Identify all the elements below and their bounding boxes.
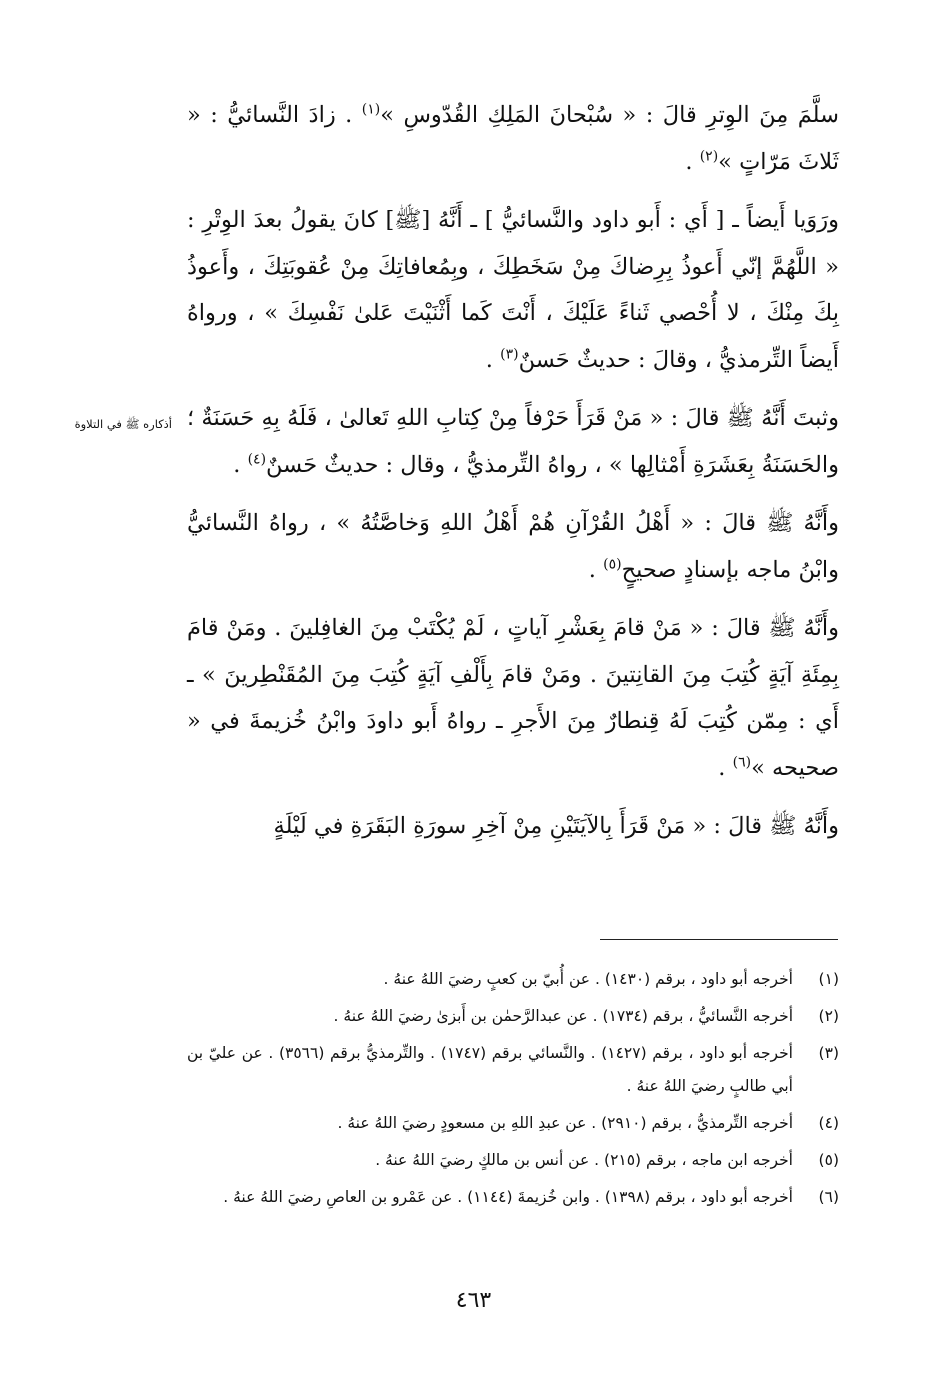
footnote-ref: (١)	[361, 101, 381, 118]
footnote-text: أخرجه أبو داود ، برقم (١٤٢٧) . والنَّسائي برقم (١٧٤٧) . والتِّرمذيُّ برقم (٣٥٦٦) . عن عليّ بن أبي طالبٍ رضيَ اللهُ عنهُ .	[187, 1044, 793, 1095]
footnote-number: (٦)	[818, 1188, 839, 1206]
footnote-text: أخرجه ابن ماجه ، برقم (٢١٥) . عن أنس بن مالكٍ رضيَ اللهُ عنهُ .	[375, 1151, 793, 1169]
paragraph	[187, 500, 839, 593]
paragraph-text: وأَنَّهُ ﷺ قالَ : « مَنْ قَرَأَ بِالآيَتَيْنِ مِنْ آخِرِ سورَةِ البَقَرَةِ في لَيْلَةٍ	[273, 813, 839, 839]
footnote-separator	[600, 939, 838, 940]
paragraph-text: سلَّمَ مِنَ الوِترِ قالَ : « سُبْحانَ المَلِكِ القُدّوسِ »	[380, 102, 839, 128]
footnote-ref: (٢)	[699, 148, 719, 164]
footnote	[187, 1181, 839, 1214]
paragraph	[187, 197, 839, 383]
paragraph-tail: . زادَ النَّسائيُّ : « ثَلاثَ مَرّاتٍ »	[187, 102, 839, 175]
paragraph-text: وثبتَ أَنَّهُ ﷺ قالَ : « مَنْ قَرَأَ حَرْفاً مِنْ كِتابِ اللهِ تَعالىٰ ، فَلَهُ بِهِ حَسَنَةٌ ؛ والحَسَنَةُ بِعَشَرَةِ أَمْثالِها » ، رواهُ التِّرمذيُّ ، وقال : حديثٌ حَسنٌ	[187, 405, 839, 478]
paragraph-tail: .	[685, 148, 700, 175]
footnote-number: (٥)	[818, 1151, 839, 1169]
paragraph-tail: .	[718, 754, 733, 781]
paragraph	[187, 803, 839, 850]
paragraph-text: وأَنَّهُ ﷺ قالَ : « أَهْلُ القُرْآنِ هُمْ أَهْلُ اللهِ وَخاصَّتُهُ » ، رواهُ النَّسائيُّ وابْنُ ماجه بإسنادٍ صحيحٍ	[187, 510, 839, 583]
footnote-text: أخرجه النَّسائيُّ ، برقم (١٧٣٤) . عن عبدالرَّحمٰن بن أَبزىٰ رضيَ اللهُ عنهُ .	[333, 1007, 793, 1025]
footnote-number: (١)	[818, 970, 839, 988]
footnote-text: أخرجه أبو داود ، برقم (١٤٣٠) . عن أُبيّ بن كعبٍ رضيَ اللهُ عنهُ .	[383, 970, 793, 988]
paragraph-tail: .	[588, 556, 604, 583]
main-text	[187, 92, 839, 862]
footnote	[187, 1107, 839, 1140]
footnote	[187, 963, 839, 996]
footnote	[187, 1037, 839, 1103]
footnote-ref: (٦)	[732, 754, 752, 770]
footnote-text: أخرجه التِّرمذيُّ ، برقم (٢٩١٠) . عن عبدِ اللهِ بن مسعودٍ رضيَ اللهُ عنهُ .	[337, 1114, 793, 1132]
paragraph-tail: .	[233, 451, 248, 478]
footnote	[187, 1000, 839, 1033]
footnote-ref: (٤)	[247, 451, 267, 467]
footnote-number: (٢)	[818, 1007, 839, 1025]
paragraph-text: ورَوَيا أَيضاً ـ [ أَي : أَبو داود والنَّسائيُّ ] ـ أَنَّهُ [ﷺ] كانَ يقولُ بعدَ الوِتْرِ : « اللَّهُمَّ إنّي أَعوذُ بِرِضاكَ مِنْ سَخَطِكَ ، وبِمُعافاتِكَ مِنْ عُقوبَتِكَ ، وأَعوذُ بِكَ مِنْكَ ، لا أُحْصي ثَناءً عَلَيْكَ ، أَنْتَ كَما أَثْنَيْتَ عَلىٰ نَفْسِكَ » ، ورواهُ أَيضاً التِّرمذيُّ ، وقالَ : حديثٌ حَسنٌ	[187, 207, 839, 373]
footnote-ref: (٥)	[603, 556, 622, 572]
margin-note: أذكاره ﷺ في التلاوة	[74, 417, 172, 431]
paragraph	[187, 92, 839, 185]
footnotes	[187, 963, 839, 1218]
paragraph	[187, 395, 839, 488]
footnote-number: (٣)	[818, 1044, 839, 1062]
paragraph-text: وأَنَّهُ ﷺ قالَ : « مَنْ قامَ بِعَشْرِ آياتٍ ، لَمْ يُكْتَبْ مِنَ الغافِلينَ . ومَنْ قامَ بِمِئَةِ آيَةٍ كُتِبَ مِنَ القانِتينَ . ومَنْ قامَ بِأَلْفِ آيَةٍ كُتِبَ مِنَ المُقَنْطِرينَ » ـ أَي : مِمّن كُتِبَ لَهُ قِنطارٌ مِنَ الأَجرِ ـ رواهُ أَبو داودَ وابْنُ خُزيمةَ في « صحيحه »	[187, 615, 839, 781]
footnote-text: أخرجه أبو داود ، برقم (١٣٩٨) . وابن خُزيمةَ (١١٤٤) . عن عَمْرو بن العاصِ رضيَ اللهُ عنهُ .	[223, 1188, 793, 1206]
footnote-ref: (٣)	[500, 346, 519, 362]
paragraph-tail: .	[485, 346, 501, 373]
paragraph	[187, 605, 839, 791]
page-number: ٤٦٣	[455, 1288, 492, 1313]
footnote	[187, 1144, 839, 1177]
footnote-number: (٤)	[818, 1114, 839, 1132]
